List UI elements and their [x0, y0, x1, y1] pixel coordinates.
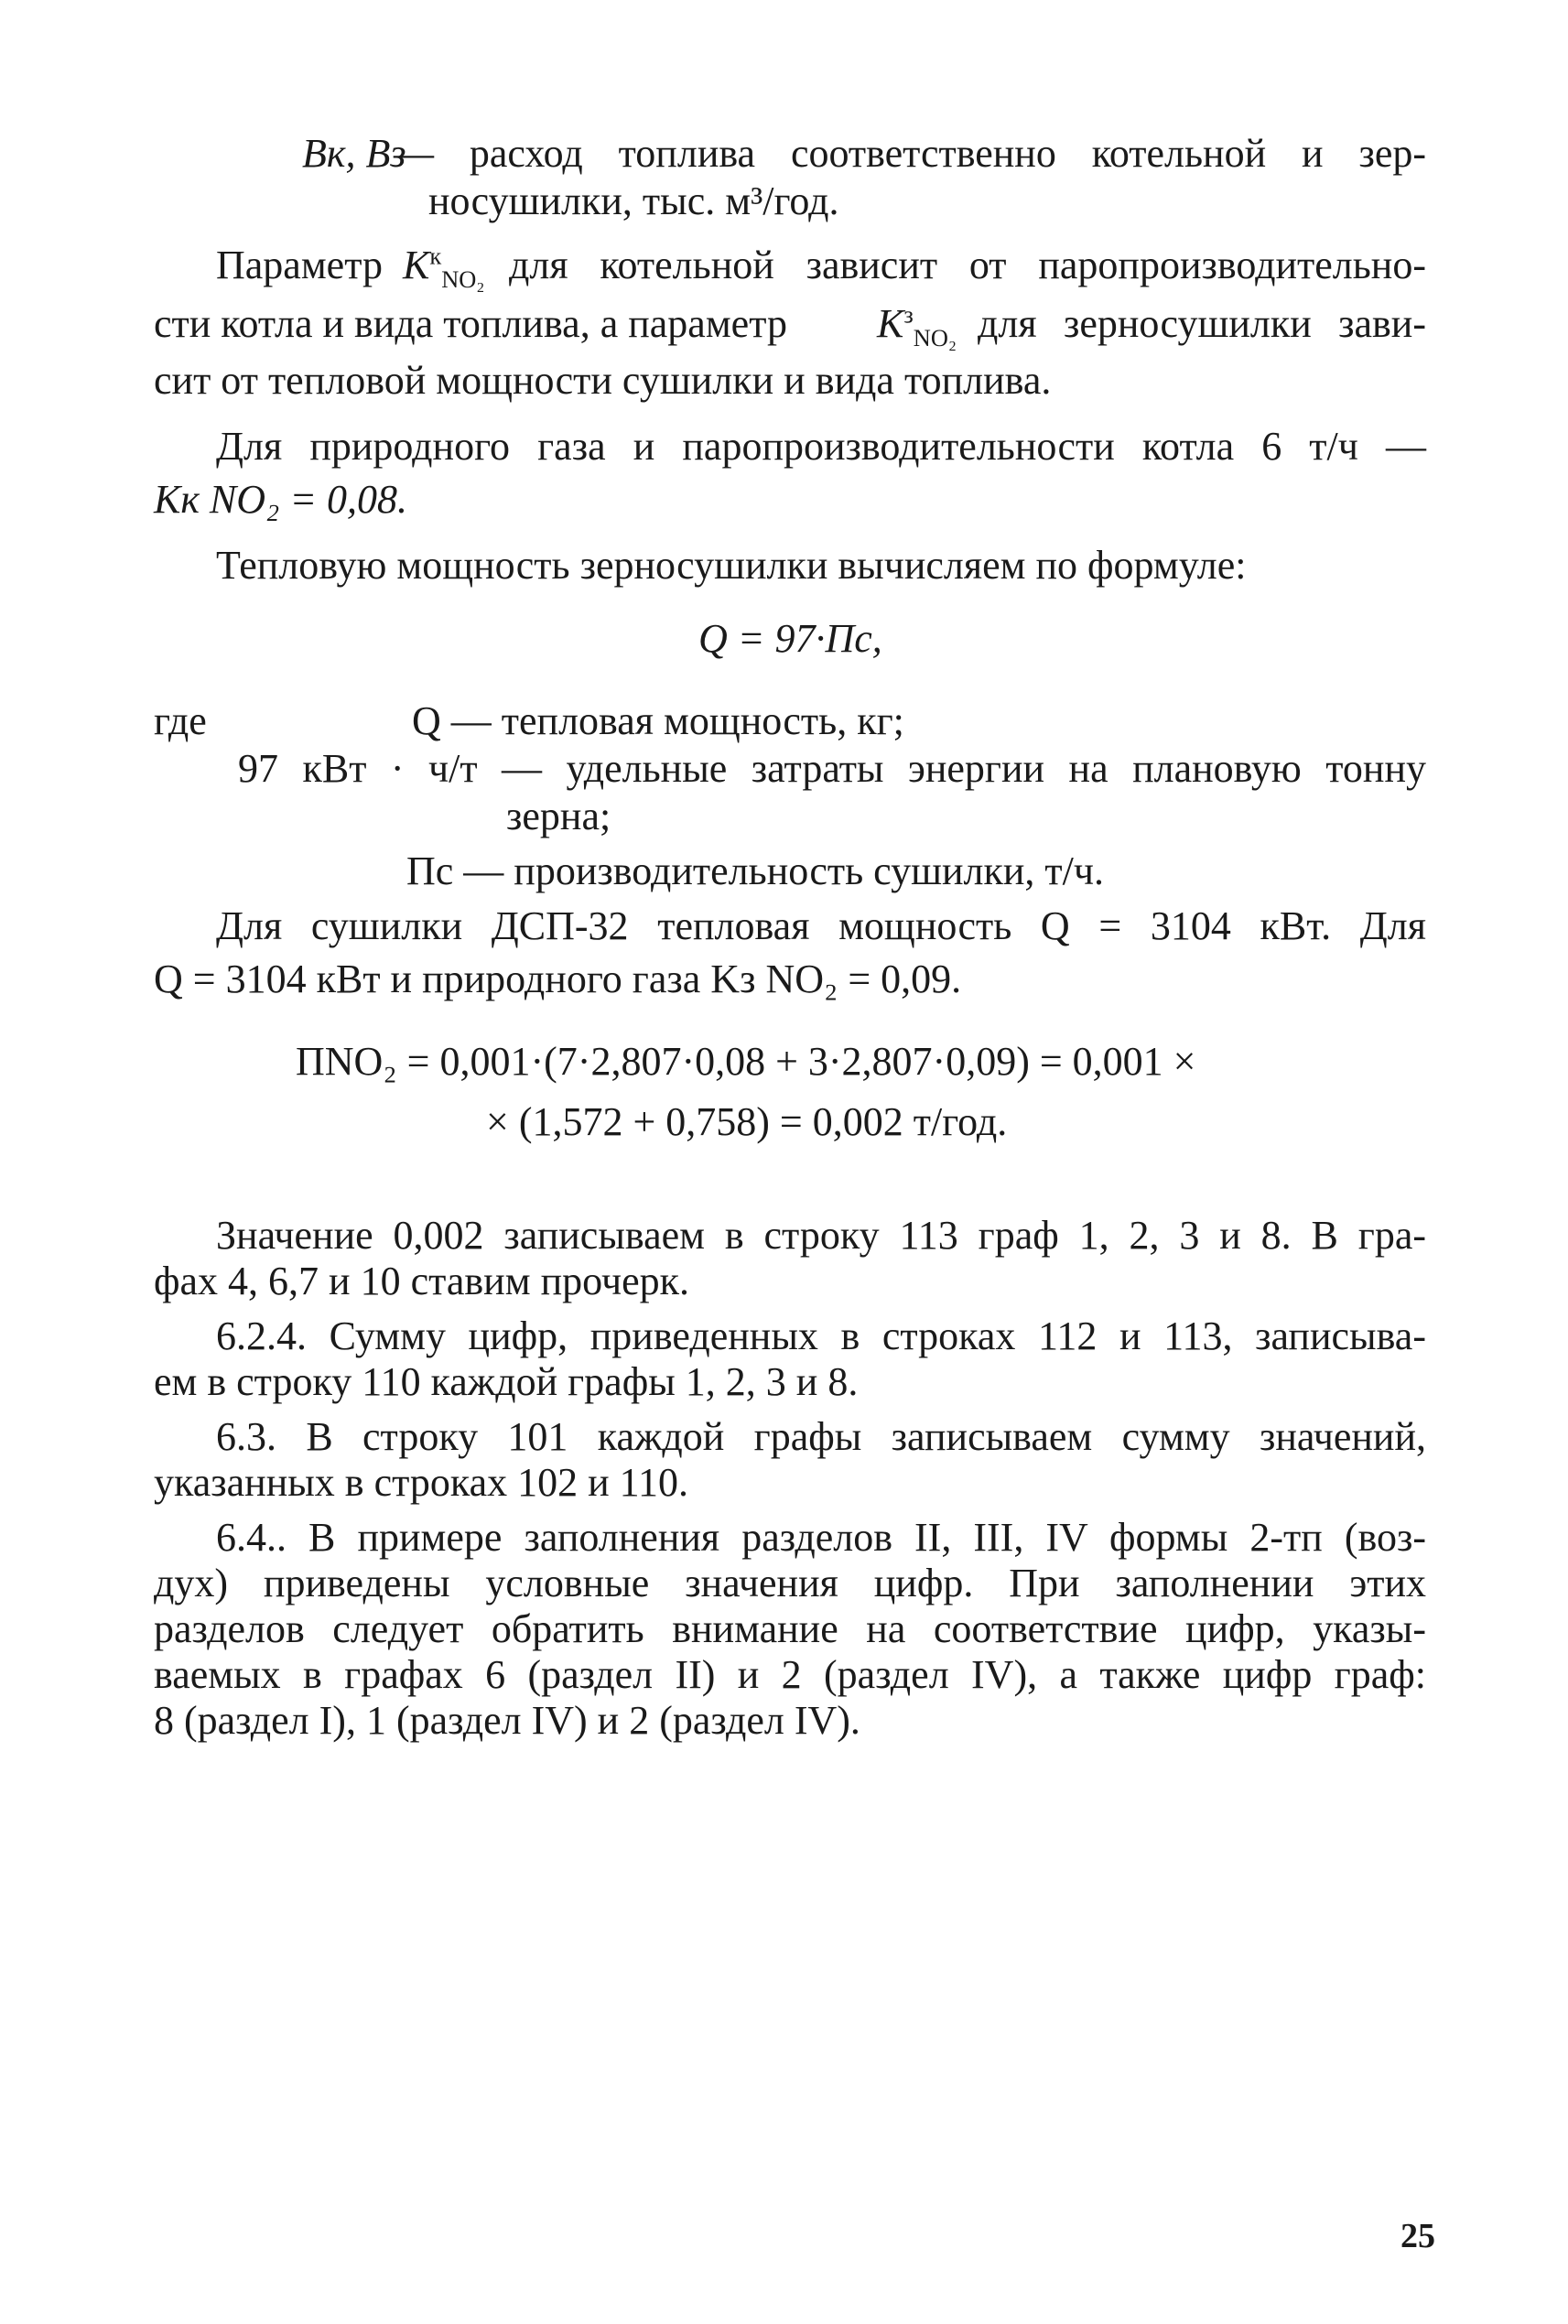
def-b-symbols: Bк, Bз — [302, 131, 406, 176]
heat-line1: Тепловую мощность зерносушилки вычисляем по формуле: — [216, 543, 1247, 588]
heat-paragraph — [154, 540, 1426, 677]
param-line1-a: Параметр — [216, 243, 383, 287]
gas-paragraph — [154, 421, 1426, 531]
para-6-4-line2: дух) приведены условные значения цифр. При заполнении этих — [154, 1561, 1426, 1605]
para-6-3 — [154, 1411, 1426, 1512]
where-rate-line1: 97 кВт · ч/т — удельные затраты энергии на плановую тонну — [238, 746, 1426, 791]
para-6-3-line1: 6.3. В строку 101 каждой графы записываем сумму значений, — [216, 1414, 1426, 1459]
calc-block — [154, 1036, 1426, 1155]
param-line2-a: сти котла и вида топлива, а параметр — [154, 301, 787, 346]
page-number: 25 — [1400, 2217, 1435, 2255]
para-6-2-4-line2: ем в строку 110 каждой графы 1, 2, 3 и 8. — [154, 1359, 859, 1404]
para-6-3-line2: указанных в строках 102 и 110. — [154, 1460, 689, 1505]
value-paragraph — [154, 1210, 1426, 1311]
gas-line1: Для природного газа и паропроизводительности котла 6 т/ч — — [216, 424, 1426, 469]
where-q-def: Q — тепловая мощность, кг; — [412, 698, 904, 743]
dryer-line1: Для сушилки ДСП-32 тепловая мощность Q = 3104 кВт. Для — [216, 903, 1426, 948]
dryer-paragraph — [154, 901, 1426, 1011]
param-k-boiler: $K^к_{NO_2}$ — [403, 242, 485, 293]
def-b-line2: носушилки, тыс. м³/год. — [428, 178, 839, 223]
heat-formula: Q = 97·Пс, — [698, 616, 882, 661]
where-label: где — [154, 698, 207, 743]
para-6-2-4-line1: 6.2.4. Сумму цифр, приведенных в строках 112 и 113, записыва- — [216, 1313, 1426, 1358]
where-block — [154, 696, 1426, 893]
para-6-4-line4: ваемых в графах 6 (раздел II) и 2 (раздел IV), а также цифр граф: — [154, 1652, 1426, 1697]
param-line2-b: для зерносушилки зави- — [978, 301, 1426, 346]
para-6-4-line5: 8 (раздел I), 1 (раздел IV) и 2 (раздел IV). — [154, 1698, 860, 1743]
para-6-4-line1: 6.4.. В примере заполнения разделов II, III, IV формы 2-тп (воз- — [216, 1515, 1426, 1560]
para-6-4-line3: разделов следует обратить внимание на соответствие цифр, указы- — [154, 1606, 1426, 1651]
dryer-line2: Q = 3104 кВт и природного газа Kз NO₂ = 0,09. — [154, 957, 962, 1001]
calc-line1: ПNO₂ = 0,001·(7·2,807·0,08 + 3·2,807·0,09) = 0,001 × — [296, 1039, 1196, 1084]
param-k-dryer: $K^з_{NO_2}$ — [877, 300, 957, 351]
para-6-4 — [154, 1512, 1426, 1759]
param-line3: сит от тепловой мощности сушилки и вида топлива. — [154, 358, 1052, 403]
param-paragraph — [154, 240, 1426, 414]
where-p-def: Пс — производительность сушилки, т/ч. — [406, 849, 1105, 893]
param-line1-b: для котельной зависит от паропроизводительно- — [509, 243, 1426, 287]
where-rate-line2: зерна; — [506, 794, 611, 838]
def-b-line1: — расход топлива соответственно котельной и зер- — [394, 131, 1426, 176]
calc-line2: × (1,572 + 0,758) = 0,002 т/год. — [486, 1099, 1008, 1144]
para-6-2-4 — [154, 1311, 1426, 1411]
gas-line2: Kк NO₂ = 0,08. — [154, 477, 408, 522]
document-page — [154, 110, 1426, 1759]
value-line2: фах 4, 6,7 и 10 ставим прочерк. — [154, 1259, 690, 1303]
value-line1: Значение 0,002 записываем в строку 113 граф 1, 2, 3 и 8. В гра- — [216, 1213, 1426, 1258]
def-b-block — [154, 110, 1426, 223]
